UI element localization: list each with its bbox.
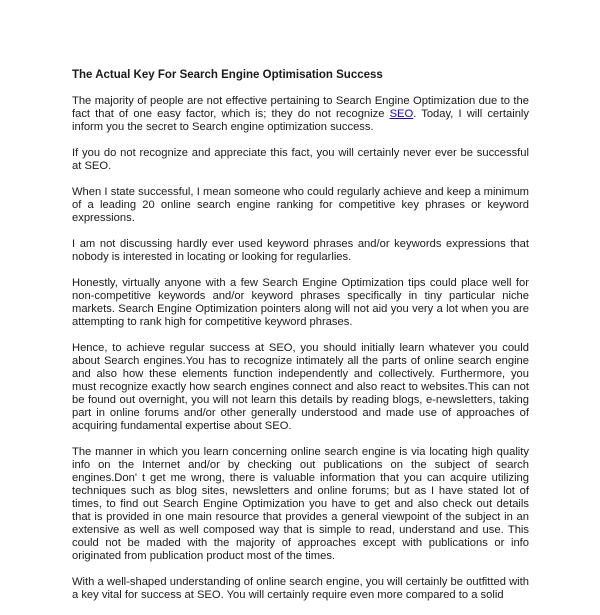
paragraph: If you do not recognize and appreciate this fact, you will certainly never ever be successful at SEO. [72, 147, 529, 172]
paragraph: With a well-shaped understanding of online search engine, you will certainly be outfitted with a key vital for success at SEO. You will certainly require even more compared to a solid [72, 576, 529, 601]
paragraph-text: The majority of people are not effective pertaining to Search Engine Optimization due to the fact that of one easy factor, which is; they do not recognize [72, 95, 529, 120]
document-page [72, 69, 529, 615]
paragraph-text: . Today, I will certainly inform you the secret to Search engine optimization success. [72, 108, 530, 133]
seo-link[interactable]: SEO [389, 108, 414, 120]
document-title: The Actual Key For Search Engine Optimisation Success [72, 69, 383, 81]
paragraph: Honestly, virtually anyone with a few Search Engine Optimization tips could place well for non-competitive keywords and/or keyword phrases specifically in tiny particular niche markets. Search Engine Optimization pointers along will not aid you very a lot when you are attempting to rank high for competitive keyword phrases. [72, 277, 529, 328]
paragraph-intro [72, 95, 529, 134]
paragraph: Hence, to achieve regular success at SEO, you should initially learn whatever you could about Search engines.You has to recognize intimately all the parts of online search engine and also how these elements function independently and collectively. Furthermore, you must recognize exactly how search engines connect and also react to websites.This can not be found out overnight, you will not learn this details by reading blogs, e-newsletters, taking part in online forums and/or other generally understood and made use of approaches of acquiring fundamental expertise about SEO. [72, 342, 529, 432]
paragraph: When I state successful, I mean someone who could regularly achieve and keep a minimum of a leading 20 online search engine ranking for competitive key phrases or keyword expressions. [72, 186, 529, 224]
paragraph: The manner in which you learn concerning online search engine is via locating high quality info on the Internet and/or by checking out publications on the subject of search engines.Don' t get me wrong, there is valuable information that you can acquire utilizing techniques such as blog sites, newsletters and online forums; but as I have stated lot of times, to find out Search Engine Optimization you have to get and also check out details that is provided in one main resource that provides a general viewpoint of the subject in an extensive as well as well composed way that is simple to read, understand and use. This could not be maded with the majority of approaches except with publications or info originated from publication product most of the times. [72, 446, 529, 562]
paragraph: I am not discussing hardly ever used keyword phrases and/or keywords expressions that nobody is interested in locating or looking for regularlies. [72, 238, 529, 263]
